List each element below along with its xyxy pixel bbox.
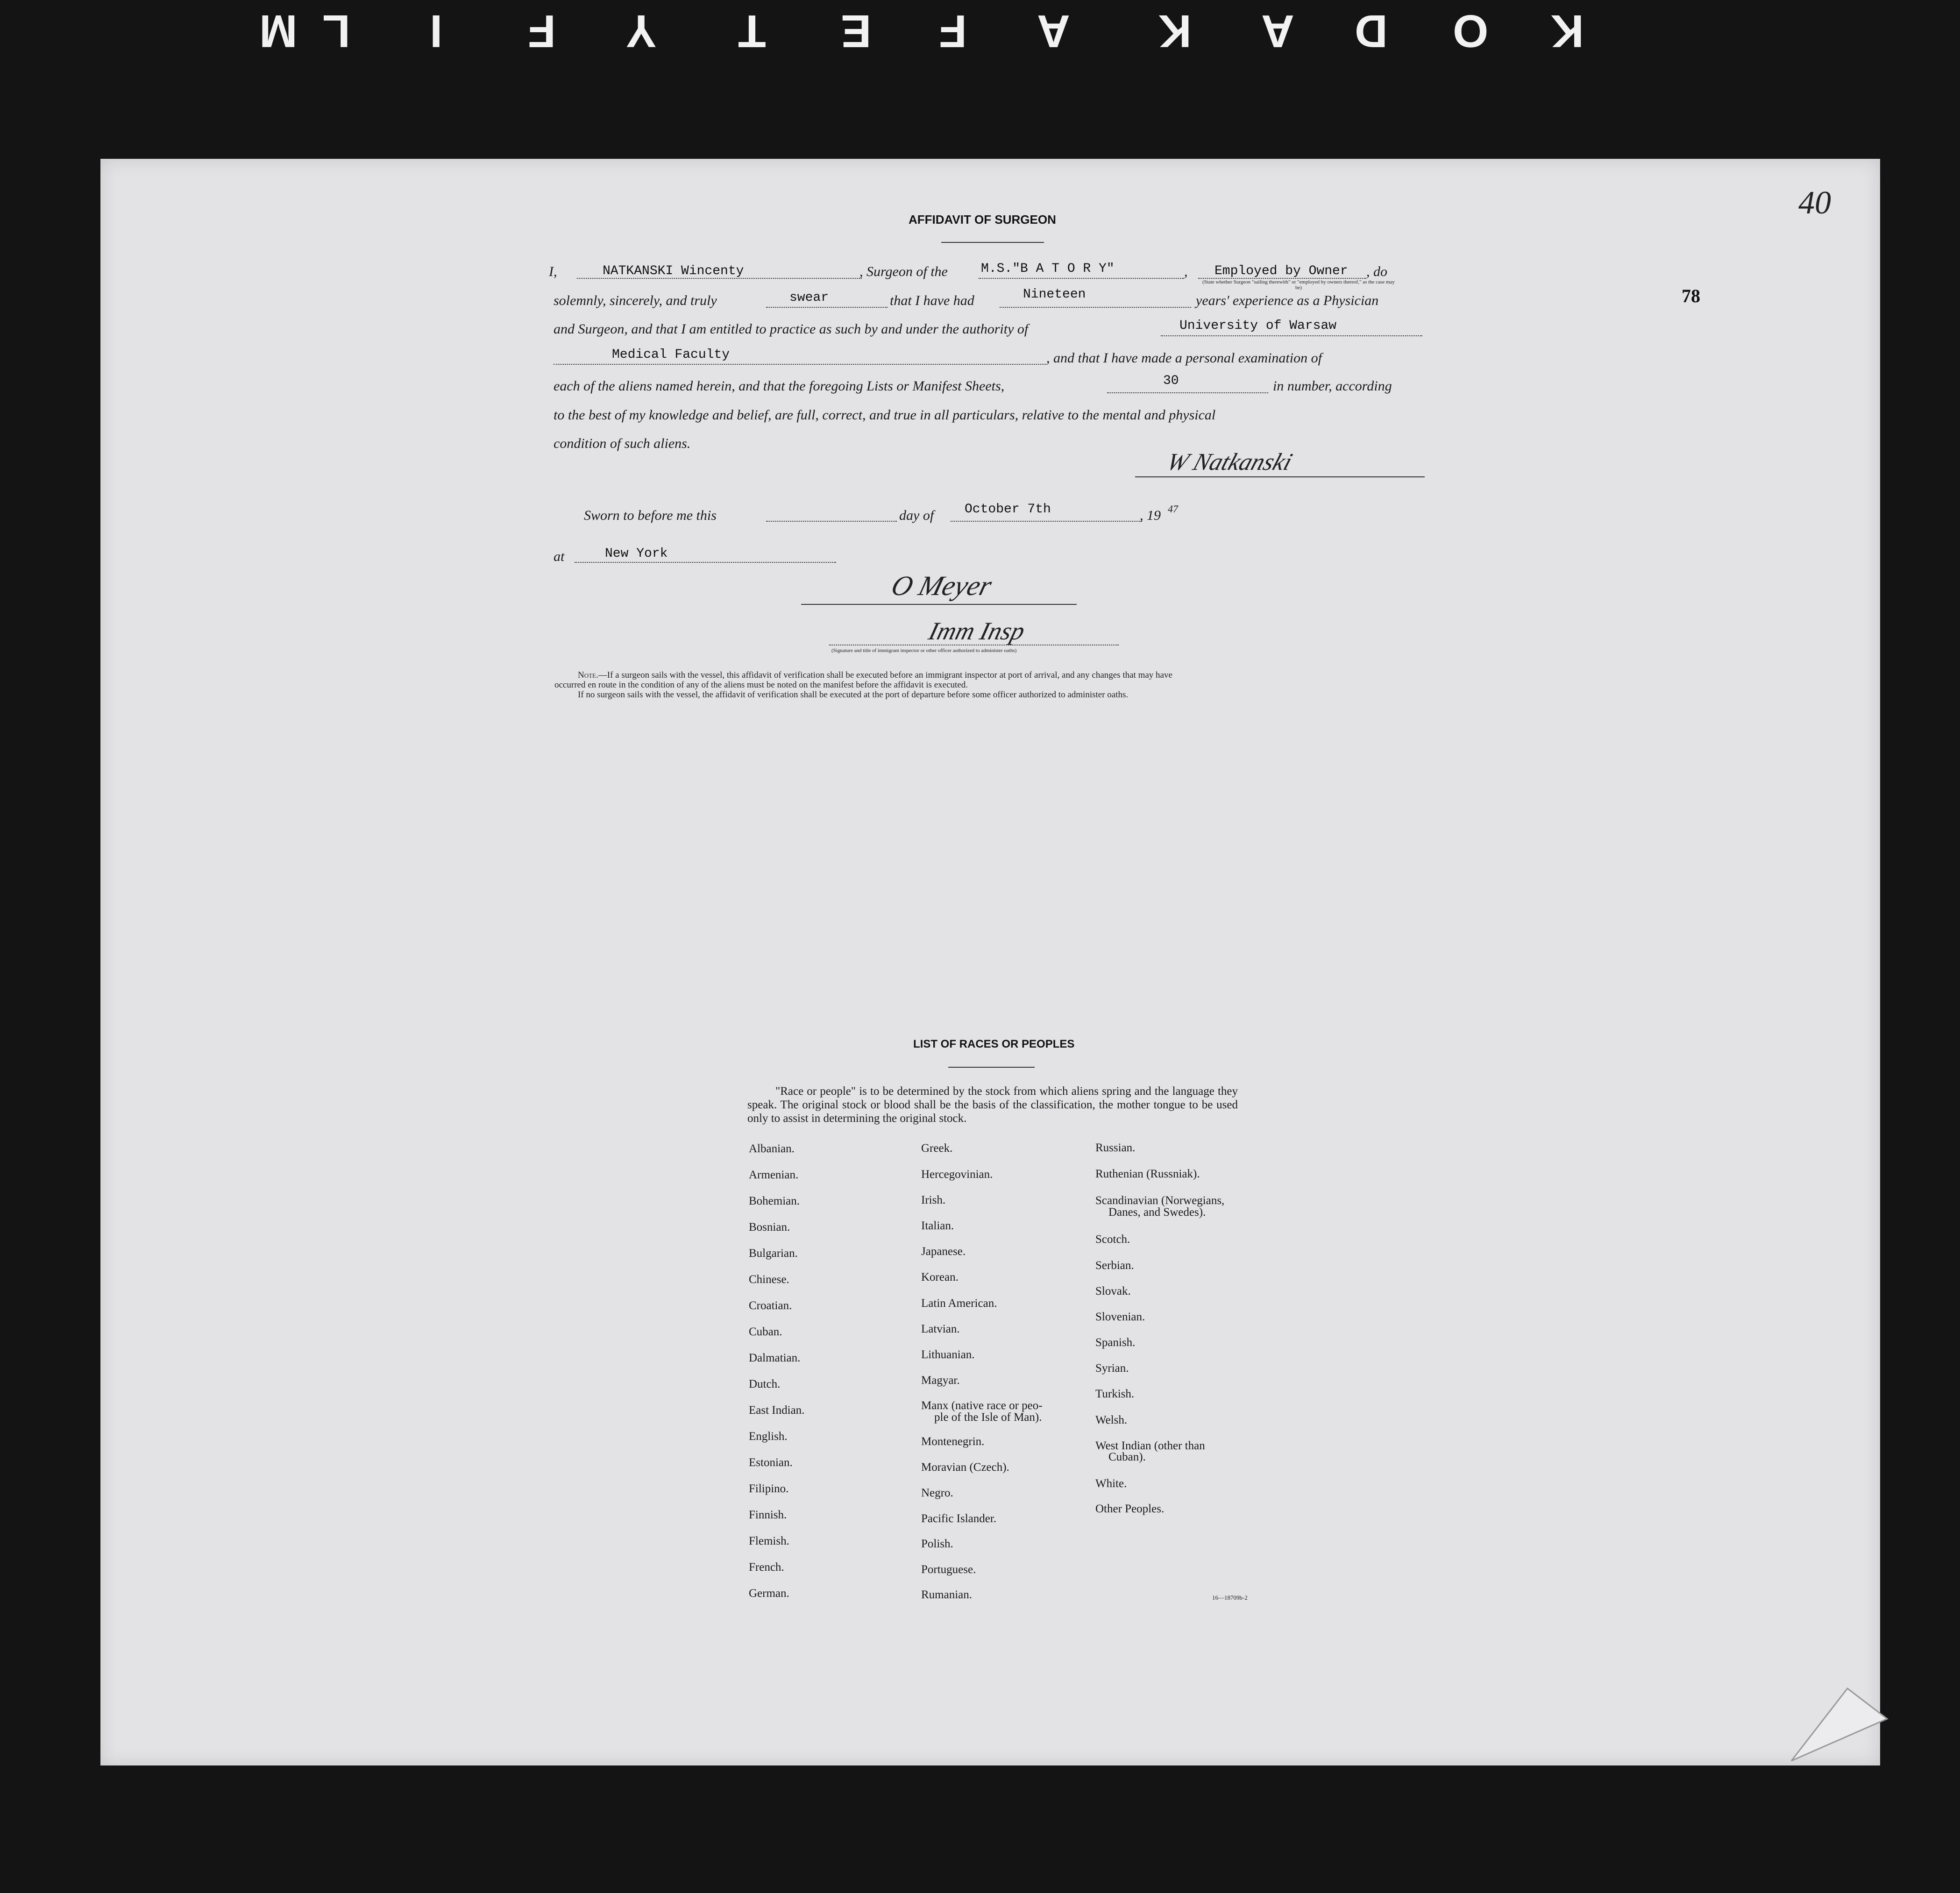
vessel-name: M.S."B A T O R Y" bbox=[981, 262, 1115, 276]
sworn-year: 47 bbox=[1168, 503, 1178, 515]
film-glyph: A bbox=[1037, 6, 1070, 57]
officer-signature: O Meyer bbox=[888, 570, 995, 601]
manifest-sheet-count: 30 bbox=[1163, 374, 1179, 388]
race-list-item: Latin American. bbox=[921, 1297, 997, 1310]
affidavit-text: that I have had bbox=[890, 293, 974, 308]
race-list-item: Bohemian. bbox=[749, 1195, 800, 1207]
races-intro: "Race or people" is to be determined by the stock from which aliens spring and the language they speak. The original stock or blood shall be the basis of the classification, the mother tongue to be used only to assist in determining the original stock. bbox=[747, 1085, 1238, 1125]
race-list-item: ple of the Isle of Man). bbox=[934, 1411, 1042, 1424]
film-glyph: D bbox=[1355, 6, 1388, 57]
race-list-item: Armenian. bbox=[749, 1169, 799, 1181]
vessel-field bbox=[979, 278, 1184, 279]
officer-signature-line bbox=[801, 604, 1077, 605]
corner-flap bbox=[1791, 1688, 1887, 1761]
race-list-item: Chinese. bbox=[749, 1273, 789, 1286]
affidavit-text: in number, according bbox=[1273, 378, 1392, 394]
sworn-day-field bbox=[766, 521, 897, 522]
race-list-item: Bulgarian. bbox=[749, 1247, 798, 1260]
employment-note: (State whether Surgeon "sailing therewith" or "employed by owners thereof," as the case may be) bbox=[1202, 279, 1395, 291]
race-list-item: East Indian. bbox=[749, 1404, 805, 1417]
race-list-item: Pacific Islander. bbox=[921, 1512, 997, 1525]
sheet-number: 78 bbox=[1682, 285, 1700, 306]
film-edge-label bbox=[0, 0, 1960, 79]
race-list-item: West Indian (other than bbox=[1095, 1439, 1205, 1452]
film-glyph: T bbox=[738, 6, 766, 57]
race-list-item: Greek. bbox=[921, 1142, 953, 1155]
race-list-item: Italian. bbox=[921, 1219, 954, 1232]
note-line-3: If no surgeon sails with the vessel, the affidavit of verification shall be executed at the port of departure before some officer authorized to administer oaths. bbox=[578, 690, 1129, 700]
races-title-rule bbox=[948, 1067, 1035, 1068]
affidavit-text: , 19 bbox=[1140, 508, 1161, 523]
authority-field bbox=[1161, 335, 1422, 336]
affidavit-text: condition of such aliens. bbox=[554, 436, 691, 451]
years-experience: Nineteen bbox=[1023, 287, 1086, 302]
film-glyph: E bbox=[841, 6, 872, 57]
note-text bbox=[578, 670, 1172, 681]
race-list-item: Portuguese. bbox=[921, 1563, 976, 1576]
years-field bbox=[1000, 307, 1191, 308]
form-number: 16—18709b-2 bbox=[1212, 1594, 1248, 1601]
race-list-item: Syrian. bbox=[1095, 1362, 1129, 1375]
title-rule bbox=[941, 242, 1044, 243]
affidavit-text: at bbox=[554, 549, 565, 564]
authority-field-2 bbox=[554, 364, 1046, 365]
film-glyph: Y bbox=[626, 6, 657, 57]
note-line-1: —If a surgeon sails with the vessel, this affidavit of verification shall be executed before an immigrant inspector at port of arrival, and any changes that may have bbox=[598, 670, 1172, 680]
race-list-item: Other Peoples. bbox=[1095, 1503, 1165, 1515]
race-list-item: Dutch. bbox=[749, 1378, 781, 1390]
race-list-item: Korean. bbox=[921, 1271, 959, 1283]
surgeon-name: NATKANSKI Wincenty bbox=[603, 264, 744, 278]
authority-line-1: University of Warsaw bbox=[1179, 319, 1337, 333]
race-list-item: White. bbox=[1095, 1477, 1127, 1490]
race-list-item: Dalmatian. bbox=[749, 1352, 801, 1364]
race-list-item: Slovenian. bbox=[1095, 1311, 1145, 1323]
oath-field bbox=[766, 307, 888, 308]
film-glyph: F bbox=[939, 6, 967, 57]
race-list-item: Montenegrin. bbox=[921, 1435, 985, 1448]
affidavit-title: AFFIDAVIT OF SURGEON bbox=[909, 213, 1056, 227]
signature-line bbox=[1135, 476, 1425, 477]
race-list-item: Irish. bbox=[921, 1194, 946, 1206]
race-list-item: Latvian. bbox=[921, 1323, 960, 1335]
race-list-item: Negro. bbox=[921, 1487, 953, 1499]
affidavit-text: , bbox=[1184, 264, 1188, 279]
race-list-item: Magyar. bbox=[921, 1374, 960, 1387]
film-glyph: M bbox=[259, 6, 298, 57]
oath-word: swear bbox=[789, 291, 829, 305]
race-list-item: Turkish. bbox=[1095, 1388, 1135, 1400]
race-list-item: Estonian. bbox=[749, 1456, 793, 1469]
officer-title-signature: Imm Insp bbox=[925, 617, 1028, 645]
surgeon-signature: W Natkanski bbox=[1163, 449, 1296, 475]
affidavit-text: each of the aliens named herein, and that the foregoing Lists or Manifest Sheets, bbox=[554, 378, 1005, 394]
affidavit-text: , and that I have made a personal examination of bbox=[1046, 350, 1322, 366]
affidavit-text: I, bbox=[549, 264, 557, 279]
film-glyph: F bbox=[528, 6, 556, 57]
race-list-item: Rumanian. bbox=[921, 1588, 973, 1601]
film-glyph: K bbox=[1551, 6, 1584, 57]
race-list-item: Cuban. bbox=[749, 1326, 782, 1338]
affidavit-text: to the best of my knowledge and belief, are full, correct, and true in all particulars, relative to the mental and physical bbox=[554, 407, 1216, 423]
affidavit-text: , Surgeon of the bbox=[859, 264, 948, 279]
race-list-item: Spanish. bbox=[1095, 1336, 1136, 1349]
race-list-item: Bosnian. bbox=[749, 1221, 790, 1234]
affidavit-text: day of bbox=[899, 508, 934, 523]
race-list-item: Albanian. bbox=[749, 1142, 795, 1155]
film-glyph: O bbox=[1453, 6, 1489, 57]
race-list-item: Polish. bbox=[921, 1538, 953, 1550]
race-list-item: Scotch. bbox=[1095, 1233, 1130, 1246]
race-list-item: Slovak. bbox=[1095, 1285, 1131, 1297]
race-list-item: Russian. bbox=[1095, 1141, 1136, 1154]
sworn-place: New York bbox=[605, 546, 668, 561]
race-list-item: English. bbox=[749, 1430, 788, 1443]
affidavit-text: solemnly, sincerely, and truly bbox=[554, 293, 717, 308]
sheets-field bbox=[1107, 392, 1268, 393]
race-list-item: German. bbox=[749, 1587, 789, 1600]
folded-corner bbox=[1787, 1686, 1889, 1765]
affidavit-text: , do bbox=[1366, 264, 1387, 279]
affidavit-text: and Surgeon, and that I am entitled to practice as such by and under the authority of bbox=[554, 321, 1029, 337]
race-list-item: Croatian. bbox=[749, 1299, 792, 1312]
authority-line-2: Medical Faculty bbox=[612, 347, 730, 362]
affidavit-text: years' experience as a Physician bbox=[1196, 293, 1379, 308]
officer-caption: (Signature and title of immigrant inspector or other officer authorized to administer oaths) bbox=[831, 648, 1017, 653]
race-list-item: French. bbox=[749, 1561, 784, 1574]
race-list-item: Flemish. bbox=[749, 1535, 789, 1547]
film-glyph: K bbox=[1158, 6, 1192, 57]
race-list-item: Danes, and Swedes). bbox=[1108, 1206, 1206, 1219]
race-list-item: Manx (native race or peo- bbox=[921, 1399, 1043, 1412]
sworn-date: October 7th bbox=[965, 502, 1051, 517]
race-list-item: Scandinavian (Norwegians, bbox=[1095, 1194, 1225, 1207]
note-label: Note. bbox=[578, 670, 598, 680]
employment: Employed by Owner bbox=[1214, 264, 1348, 278]
race-list-item: Serbian. bbox=[1095, 1259, 1134, 1272]
film-glyph: L bbox=[322, 6, 350, 57]
place-field bbox=[575, 562, 836, 563]
race-list-item: Cuban). bbox=[1108, 1451, 1146, 1463]
race-list-item: Japanese. bbox=[921, 1245, 966, 1258]
note-line-2: occurred en route in the condition of any of the aliens must be noted on the manifest before the affidavit is executed. bbox=[554, 680, 968, 690]
race-list-item: Lithuanian. bbox=[921, 1348, 975, 1361]
race-list-item: Finnish. bbox=[749, 1509, 787, 1521]
race-list-item: Ruthenian (Russniak). bbox=[1095, 1168, 1200, 1180]
handwritten-page-number: 40 bbox=[1798, 185, 1831, 221]
races-title: LIST OF RACES OR PEOPLES bbox=[913, 1038, 1075, 1050]
film-glyph: A bbox=[1261, 6, 1294, 57]
film-glyph: I bbox=[430, 6, 443, 57]
race-list-item: Hercegovinian. bbox=[921, 1168, 993, 1181]
race-list-item: Moravian (Czech). bbox=[921, 1461, 1009, 1474]
affidavit-text: Sworn to before me this bbox=[584, 508, 717, 523]
race-list-item: Filipino. bbox=[749, 1482, 789, 1495]
race-list-item: Welsh. bbox=[1095, 1414, 1128, 1426]
sworn-date-field bbox=[951, 521, 1142, 522]
